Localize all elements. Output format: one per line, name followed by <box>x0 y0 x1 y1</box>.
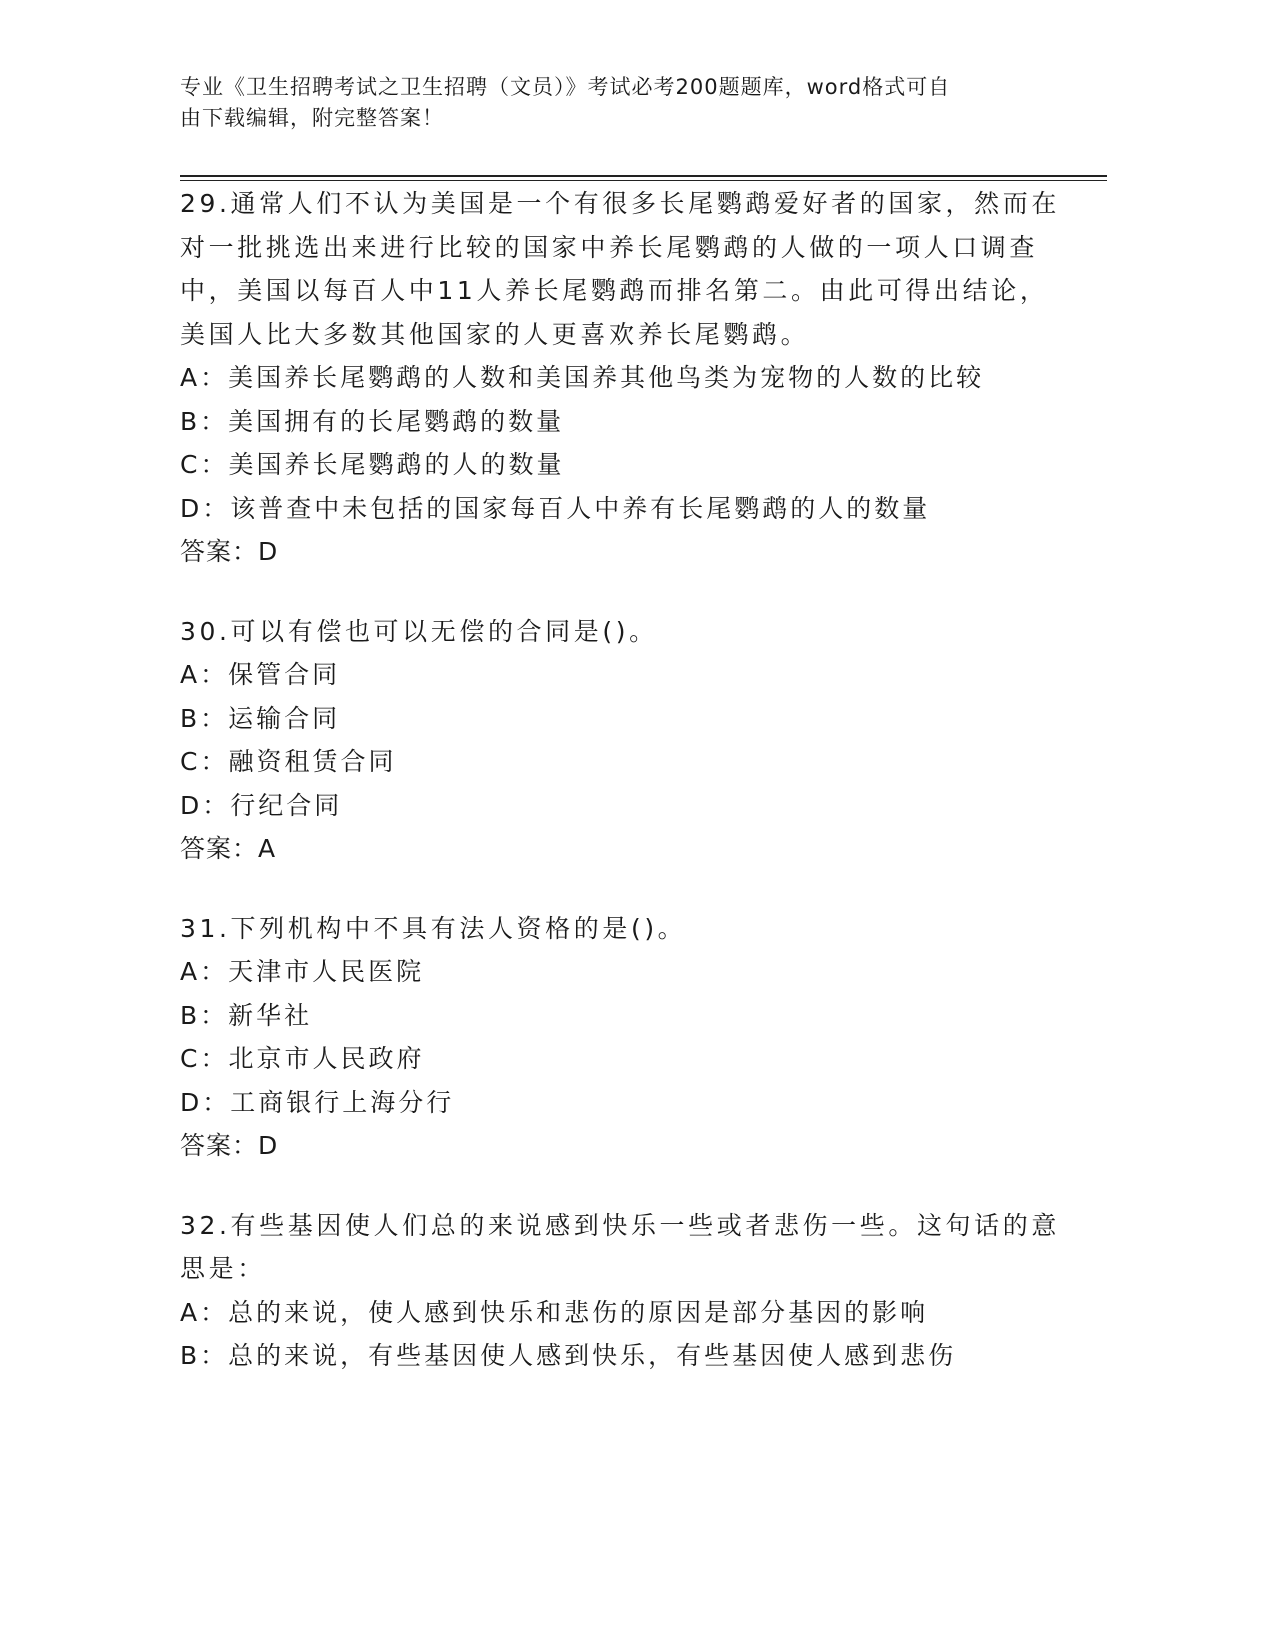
option-a: A：总的来说，使人感到快乐和悲伤的原因是部分基因的影响 <box>180 1297 929 1327</box>
stem-line: 思是： <box>180 1254 266 1283</box>
stem-line: 29.通常人们不认为美国是一个有很多长尾鹦鹉爱好者的国家，然而在 <box>180 189 1060 218</box>
question-stem <box>180 182 1060 356</box>
option-a: A：天津市人民医院 <box>180 957 425 986</box>
stem-line: 对一批挑选出来进行比较的国家中养长尾鹦鹉的人做的一项人口调查 <box>180 232 1039 262</box>
answer-line: 答案：A <box>180 834 277 863</box>
option-d: D：该普查中未包括的国家每百人中养有长尾鹦鹉的人的数量 <box>180 493 931 523</box>
header-divider-thick <box>180 175 1107 177</box>
stem-line: 中，美国以每百人中11人养长尾鹦鹉而排名第二。由此可得出结论， <box>180 276 1049 305</box>
answer-line: 答案：D <box>180 537 279 566</box>
question-31 <box>180 907 1060 1168</box>
question-stem <box>180 610 1060 654</box>
option-d: D：行纪合同 <box>180 790 343 820</box>
option-c: C：融资租赁合同 <box>180 747 397 776</box>
option-b: B：运输合同 <box>180 703 341 733</box>
question-30 <box>180 610 1060 871</box>
stem-line: 32.有些基因使人们总的来说感到快乐一些或者悲伤一些。这句话的意 <box>180 1210 1060 1240</box>
header-line-1: 专业《卫生招聘考试之卫生招聘（文员）》考试必考200题题库，word格式可自 <box>180 75 951 99</box>
question-stem <box>180 907 1060 951</box>
option-b: B：美国拥有的长尾鹦鹉的数量 <box>180 406 565 436</box>
question-stem <box>180 1204 1060 1291</box>
stem-line: 31.下列机构中不具有法人资格的是()。 <box>180 913 687 943</box>
option-c: C：美国养长尾鹦鹉的人的数量 <box>180 450 565 479</box>
option-c: C：北京市人民政府 <box>180 1044 425 1073</box>
header-line-2: 由下载编辑，附完整答案！ <box>180 106 444 130</box>
answer-line: 答案：D <box>180 1131 279 1160</box>
option-a: A：保管合同 <box>180 660 341 689</box>
option-b: B：新华社 <box>180 1000 313 1030</box>
header-divider-thin <box>180 180 1107 181</box>
option-d: D：工商银行上海分行 <box>180 1087 455 1117</box>
document-header <box>180 72 1040 134</box>
question-list <box>180 182 1060 1378</box>
question-32 <box>180 1204 1060 1378</box>
option-a: A：美国养长尾鹦鹉的人数和美国养其他鸟类为宠物的人数的比较 <box>180 363 985 392</box>
question-29 <box>180 182 1060 574</box>
stem-line: 美国人比大多数其他国家的人更喜欢养长尾鹦鹉。 <box>180 319 810 349</box>
stem-line: 30.可以有偿也可以无偿的合同是()。 <box>180 616 658 646</box>
option-b: B：总的来说，有些基因使人感到快乐，有些基因使人感到悲伤 <box>180 1341 957 1370</box>
